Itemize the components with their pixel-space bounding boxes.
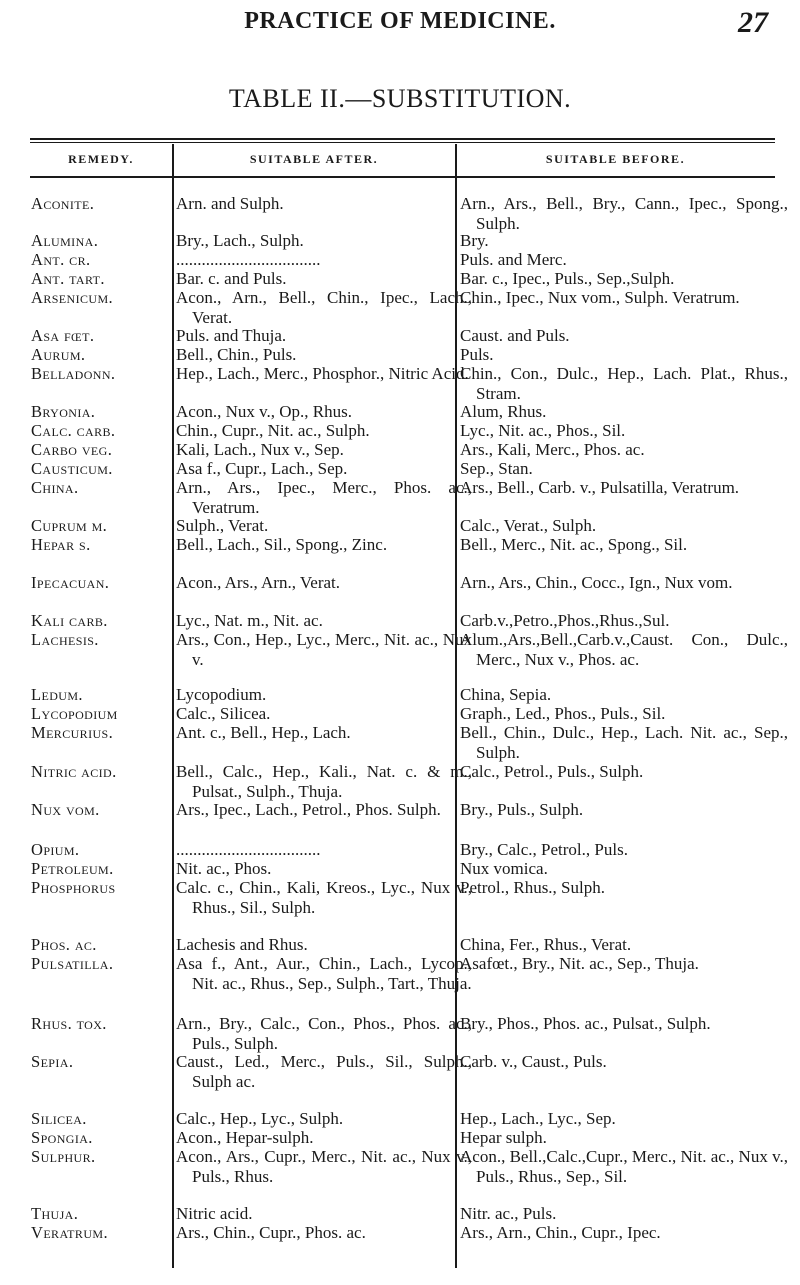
suitable-after-cell: Arn., Bry., Calc., Con., Phos., Phos. ac., Puls., Sulph. — [176, 1014, 472, 1053]
suitable-before-cell: Alum, Rhus. — [460, 402, 547, 421]
header-rule — [30, 176, 775, 178]
suitable-after-cell: Lycopodium. — [176, 685, 267, 704]
suitable-after-cell: Arn. and Sulph. — [176, 194, 284, 213]
suitable-after-cell: Asa f., Ant., Aur., Chin., Lach., Lycop., Nit. ac., Rhus., Sep., Sulph., Tart., Thuja. — [176, 954, 472, 993]
suitable-before-cell: Arn., Ars., Chin., Cocc., Ign., Nux vom. — [460, 573, 733, 592]
suitable-after-cell: Nitric acid. — [176, 1204, 253, 1223]
running-head-title: PRACTICE OF MEDICINE. — [244, 8, 556, 34]
remedy-cell: China. — [31, 478, 79, 497]
suitable-after-cell: Arn., Ars., Ipec., Merc., Phos. ac., Veratrum. — [176, 478, 472, 517]
suitable-after-cell: Sulph., Verat. — [176, 516, 269, 535]
suitable-before-cell: Nitr. ac., Puls. — [460, 1204, 557, 1223]
table-title: TABLE II.—SUBSTITUTION. — [228, 84, 572, 113]
suitable-after-cell: Hep., Lach., Merc., Phosphor., Nitric Acid. — [176, 364, 469, 383]
suitable-before-cell: Bell., Chin., Dulc., Hep., Lach. Nit. ac., Sep., Sulph. — [460, 723, 788, 762]
suitable-after-cell: Bry., Lach., Sulph. — [176, 231, 304, 250]
suitable-after-cell: Acon., Hepar-sulph. — [176, 1128, 314, 1147]
suitable-after-cell: Bell., Lach., Sil., Spong., Zinc. — [176, 535, 388, 554]
suitable-after-cell: Kali, Lach., Nux v., Sep. — [176, 440, 344, 459]
remedy-cell: Ant. cr. — [31, 250, 91, 269]
remedy-cell: Opium. — [31, 840, 80, 859]
page-number: 27 — [738, 6, 768, 39]
remedy-cell: Rhus. tox. — [31, 1014, 107, 1033]
suitable-after-cell: Calc., Hep., Lyc., Sulph. — [176, 1109, 344, 1128]
suitable-before-cell: Ars., Kali, Merc., Phos. ac. — [460, 440, 645, 459]
remedy-cell: Lachesis. — [31, 630, 99, 649]
remedy-cell: Aconite. — [31, 194, 95, 213]
remedy-cell: Alumina. — [31, 231, 99, 250]
remedy-cell: Asa fœt. — [31, 326, 95, 345]
suitable-after-cell: Puls. and Thuja. — [176, 326, 287, 345]
suitable-before-cell: Alum.,Ars.,Bell.,Carb.v.,Caust. Con., Dulc., Merc., Nux v., Phos. ac. — [460, 630, 788, 669]
remedy-cell: Silicea. — [31, 1109, 87, 1128]
suitable-after-cell: Ars., Chin., Cupr., Phos. ac. — [176, 1223, 366, 1242]
suitable-before-cell: Calc., Petrol., Puls., Sulph. — [460, 762, 644, 781]
suitable-before-cell: Hep., Lach., Lyc., Sep. — [460, 1109, 616, 1128]
running-head — [0, 8, 800, 48]
suitable-after-cell: Bell., Chin., Puls. — [176, 345, 297, 364]
remedy-cell: Carbo veg. — [31, 440, 113, 459]
remedy-cell: Ledum. — [31, 685, 83, 704]
remedy-cell: Phosphorus — [31, 878, 116, 897]
suitable-before-cell: Calc., Verat., Sulph. — [460, 516, 597, 535]
suitable-before-cell: Acon., Bell.,Calc.,Cupr., Merc., Nit. ac., Nux v., Puls., Rhus., Sep., Sil. — [460, 1147, 788, 1186]
remedy-cell: Spongia. — [31, 1128, 93, 1147]
remedy-cell: Belladonn. — [31, 364, 116, 383]
remedy-cell: Hepar s. — [31, 535, 91, 554]
column-header-remedy: REMEDY. — [68, 152, 134, 166]
suitable-after-cell: .................................. — [176, 840, 321, 859]
top-rule — [30, 138, 775, 140]
column-header-suitable-before: SUITABLE BEFORE. — [545, 152, 686, 166]
top-rule-thin — [30, 142, 775, 143]
suitable-after-cell: Nit. ac., Phos. — [176, 859, 272, 878]
remedy-cell: Nitric acid. — [31, 762, 117, 781]
remedy-cell: Veratrum. — [31, 1223, 108, 1242]
remedy-cell: Pulsatilla. — [31, 954, 114, 973]
suitable-after-cell: Asa f., Cupr., Lach., Sep. — [176, 459, 348, 478]
suitable-before-cell: Bry., Phos., Phos. ac., Pulsat., Sulph. — [460, 1014, 711, 1033]
suitable-before-cell: Nux vomica. — [460, 859, 548, 878]
suitable-before-cell: Chin., Ipec., Nux vom., Sulph. Veratrum. — [460, 288, 740, 307]
suitable-before-cell: China, Fer., Rhus., Verat. — [460, 935, 632, 954]
suitable-before-cell: Puls. — [460, 345, 494, 364]
remedy-cell: Bryonia. — [31, 402, 96, 421]
suitable-before-cell: Bry., Puls., Sulph. — [460, 800, 584, 819]
suitable-after-cell: Ant. c., Bell., Hep., Lach. — [176, 723, 351, 742]
suitable-after-cell: Lachesis and Rhus. — [176, 935, 308, 954]
remedy-cell: Kali carb. — [31, 611, 108, 630]
suitable-before-cell: Carb. v., Caust., Puls. — [460, 1052, 607, 1071]
suitable-before-cell: Arn., Ars., Bell., Bry., Cann., Ipec., Spong., Sulph. — [460, 194, 788, 233]
suitable-before-cell: Carb.v.,Petro.,Phos.,Rhus.,Sul. — [460, 611, 670, 630]
suitable-after-cell: Caust., Led., Merc., Puls., Sil., Sulph., Sulph ac. — [176, 1052, 472, 1091]
suitable-before-cell: Bry., Calc., Petrol., Puls. — [460, 840, 628, 859]
column-header-suitable-after: SUITABLE AFTER. — [249, 152, 379, 166]
remedy-cell: Ipecacuan. — [31, 573, 110, 592]
suitable-after-cell: Ars., Ipec., Lach., Petrol., Phos. Sulph. — [176, 800, 441, 819]
suitable-before-cell: Lyc., Nit. ac., Phos., Sil. — [460, 421, 626, 440]
suitable-before-cell: Bell., Merc., Nit. ac., Spong., Sil. — [460, 535, 688, 554]
remedy-cell: Lycopodium — [31, 704, 118, 723]
suitable-before-cell: Bry. — [460, 231, 489, 250]
remedy-cell: Nux vom. — [31, 800, 100, 819]
suitable-before-cell: Asafœt., Bry., Nit. ac., Sep., Thuja. — [460, 954, 699, 973]
substitution-table — [30, 138, 788, 1268]
suitable-before-cell: Petrol., Rhus., Sulph. — [460, 878, 605, 897]
suitable-after-cell: Ars., Con., Hep., Lyc., Merc., Nit. ac., Nux v. — [176, 630, 472, 669]
remedy-cell: Sulphur. — [31, 1147, 96, 1166]
suitable-after-cell: Acon., Ars., Cupr., Merc., Nit. ac., Nux v., Puls., Rhus. — [176, 1147, 472, 1186]
suitable-before-cell: China, Sepia. — [460, 685, 552, 704]
remedy-cell: Causticum. — [31, 459, 113, 478]
suitable-before-cell: Puls. and Merc. — [460, 250, 567, 269]
suitable-after-cell: Bell., Calc., Hep., Kali., Nat. c. & m., Pulsat., Sulph., Thuja. — [176, 762, 472, 801]
suitable-before-cell: Caust. and Puls. — [460, 326, 570, 345]
suitable-after-cell: Acon., Ars., Arn., Verat. — [176, 573, 340, 592]
remedy-cell: Sepia. — [31, 1052, 74, 1071]
suitable-before-cell: Ars., Arn., Chin., Cupr., Ipec. — [460, 1223, 661, 1242]
suitable-after-cell: .................................. — [176, 250, 321, 269]
suitable-before-cell: Chin., Con., Dulc., Hep., Lach. Plat., Rhus., Stram. — [460, 364, 788, 403]
suitable-before-cell: Ars., Bell., Carb. v., Pulsatilla, Veratrum. — [460, 478, 740, 497]
remedy-cell: Thuja. — [31, 1204, 79, 1223]
suitable-after-cell: Chin., Cupr., Nit. ac., Sulph. — [176, 421, 370, 440]
remedy-cell: Phos. ac. — [31, 935, 97, 954]
remedy-cell: Mercurius. — [31, 723, 114, 742]
suitable-before-cell: Hepar sulph. — [460, 1128, 547, 1147]
remedy-cell: Calc. carb. — [31, 421, 116, 440]
suitable-after-cell: Acon., Nux v., Op., Rhus. — [176, 402, 352, 421]
suitable-after-cell: Bar. c. and Puls. — [176, 269, 287, 288]
suitable-after-cell: Acon., Arn., Bell., Chin., Ipec., Lach., Verat. — [176, 288, 472, 327]
suitable-before-cell: Bar. c., Ipec., Puls., Sep.,Sulph. — [460, 269, 675, 288]
remedy-cell: Arsenicum. — [31, 288, 114, 307]
remedy-cell: Ant. tart. — [31, 269, 105, 288]
remedy-cell: Petroleum. — [31, 859, 114, 878]
suitable-after-cell: Calc. c., Chin., Kali, Kreos., Lyc., Nux v., Rhus., Sil., Sulph. — [176, 878, 472, 917]
remedy-cell: Cuprum m. — [31, 516, 108, 535]
suitable-after-cell: Lyc., Nat. m., Nit. ac. — [176, 611, 323, 630]
suitable-after-cell: Calc., Silicea. — [176, 704, 271, 723]
remedy-cell: Aurum. — [31, 345, 86, 364]
suitable-before-cell: Graph., Led., Phos., Puls., Sil. — [460, 704, 666, 723]
suitable-before-cell: Sep., Stan. — [460, 459, 533, 478]
